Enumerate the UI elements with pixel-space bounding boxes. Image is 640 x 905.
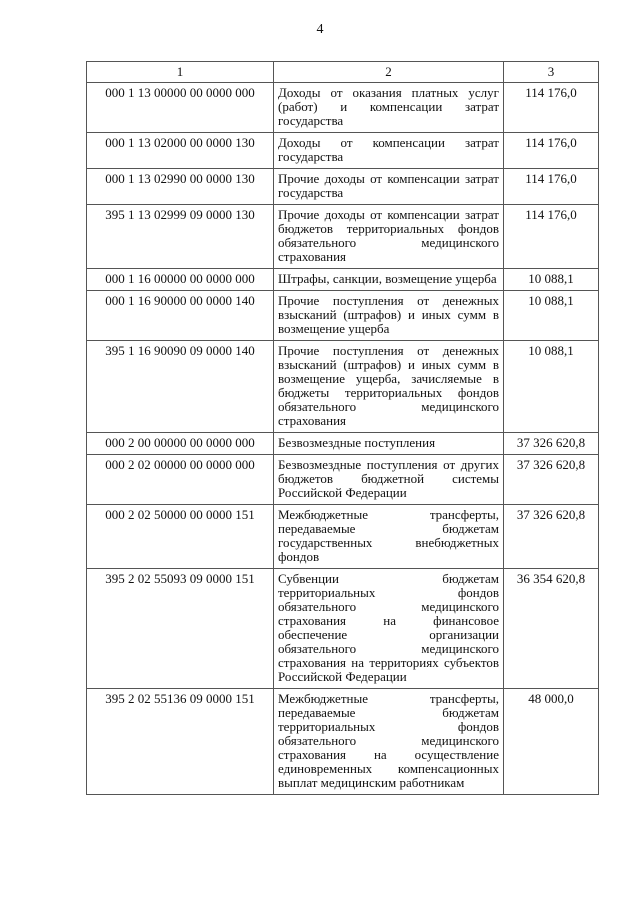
name-cell: Штрафы, санкции, возмещение ущерба (274, 269, 504, 291)
amount-cell: 114 176,0 (504, 83, 599, 133)
table-row (87, 505, 599, 569)
header-col-3: 3 (504, 62, 599, 83)
table-row (87, 341, 599, 433)
code-cell: 000 1 16 90000 00 0000 140 (87, 291, 274, 341)
name-cell: Прочие поступления от денежных взысканий (штрафов) и иных сумм в возмещение ущерба, зачисляемые в бюджеты территориальных фондов обязательного медицинского страхования (274, 341, 504, 433)
table-row (87, 455, 599, 505)
code-cell: 395 2 02 55136 09 0000 151 (87, 689, 274, 795)
table-row (87, 569, 599, 689)
amount-cell: 114 176,0 (504, 169, 599, 205)
table-row (87, 269, 599, 291)
amount-cell: 114 176,0 (504, 133, 599, 169)
amount-cell: 36 354 620,8 (504, 569, 599, 689)
table-row (87, 169, 599, 205)
code-cell: 000 1 13 00000 00 0000 000 (87, 83, 274, 133)
name-cell: Доходы от оказания платных услуг (работ) и компенсации затрат государства (274, 83, 504, 133)
table-row (87, 205, 599, 269)
table-row (87, 133, 599, 169)
code-cell: 000 2 00 00000 00 0000 000 (87, 433, 274, 455)
table-header-row (87, 62, 599, 83)
table-row (87, 689, 599, 795)
name-cell: Межбюджетные трансферты, передаваемые бюджетам территориальных фондов обязательного медицинского страхования на осуществление единовременных компенсационных выплат медицинским работникам (274, 689, 504, 795)
header-col-1: 1 (87, 62, 274, 83)
code-cell: 000 2 02 00000 00 0000 000 (87, 455, 274, 505)
page-number: 4 (316, 22, 324, 37)
code-cell: 000 1 16 00000 00 0000 000 (87, 269, 274, 291)
table-row (87, 83, 599, 133)
code-cell: 395 1 13 02999 09 0000 130 (87, 205, 274, 269)
name-cell: Доходы от компенсации затрат государства (274, 133, 504, 169)
name-cell: Безвозмездные поступления (274, 433, 504, 455)
code-cell: 000 1 13 02000 00 0000 130 (87, 133, 274, 169)
table-row (87, 291, 599, 341)
amount-cell: 37 326 620,8 (504, 455, 599, 505)
amount-cell: 10 088,1 (504, 291, 599, 341)
name-cell: Безвозмездные поступления от других бюджетов бюджетной системы Российской Федерации (274, 455, 504, 505)
code-cell: 395 1 16 90090 09 0000 140 (87, 341, 274, 433)
name-cell: Субвенции бюджетам территориальных фондов обязательного медицинского страхования на финансовое обеспечение организации обязательного медицинского страхования на территориях субъектов Российской Федерации (274, 569, 504, 689)
code-cell: 395 2 02 55093 09 0000 151 (87, 569, 274, 689)
code-cell: 000 1 13 02990 00 0000 130 (87, 169, 274, 205)
amount-cell: 114 176,0 (504, 205, 599, 269)
name-cell: Прочие доходы от компенсации затрат государства (274, 169, 504, 205)
name-cell: Прочие доходы от компенсации затрат бюджетов территориальных фондов обязательного медицинского страхования (274, 205, 504, 269)
amount-cell: 10 088,1 (504, 269, 599, 291)
name-cell: Прочие поступления от денежных взысканий (штрафов) и иных сумм в возмещение ущерба (274, 291, 504, 341)
amount-cell: 48 000,0 (504, 689, 599, 795)
header-col-2: 2 (274, 62, 504, 83)
code-cell: 000 2 02 50000 00 0000 151 (87, 505, 274, 569)
amount-cell: 37 326 620,8 (504, 505, 599, 569)
name-cell: Межбюджетные трансферты, передаваемые бюджетам государственных внебюджетных фондов (274, 505, 504, 569)
table-row (87, 433, 599, 455)
amount-cell: 10 088,1 (504, 341, 599, 433)
revenue-table (86, 61, 599, 795)
amount-cell: 37 326 620,8 (504, 433, 599, 455)
